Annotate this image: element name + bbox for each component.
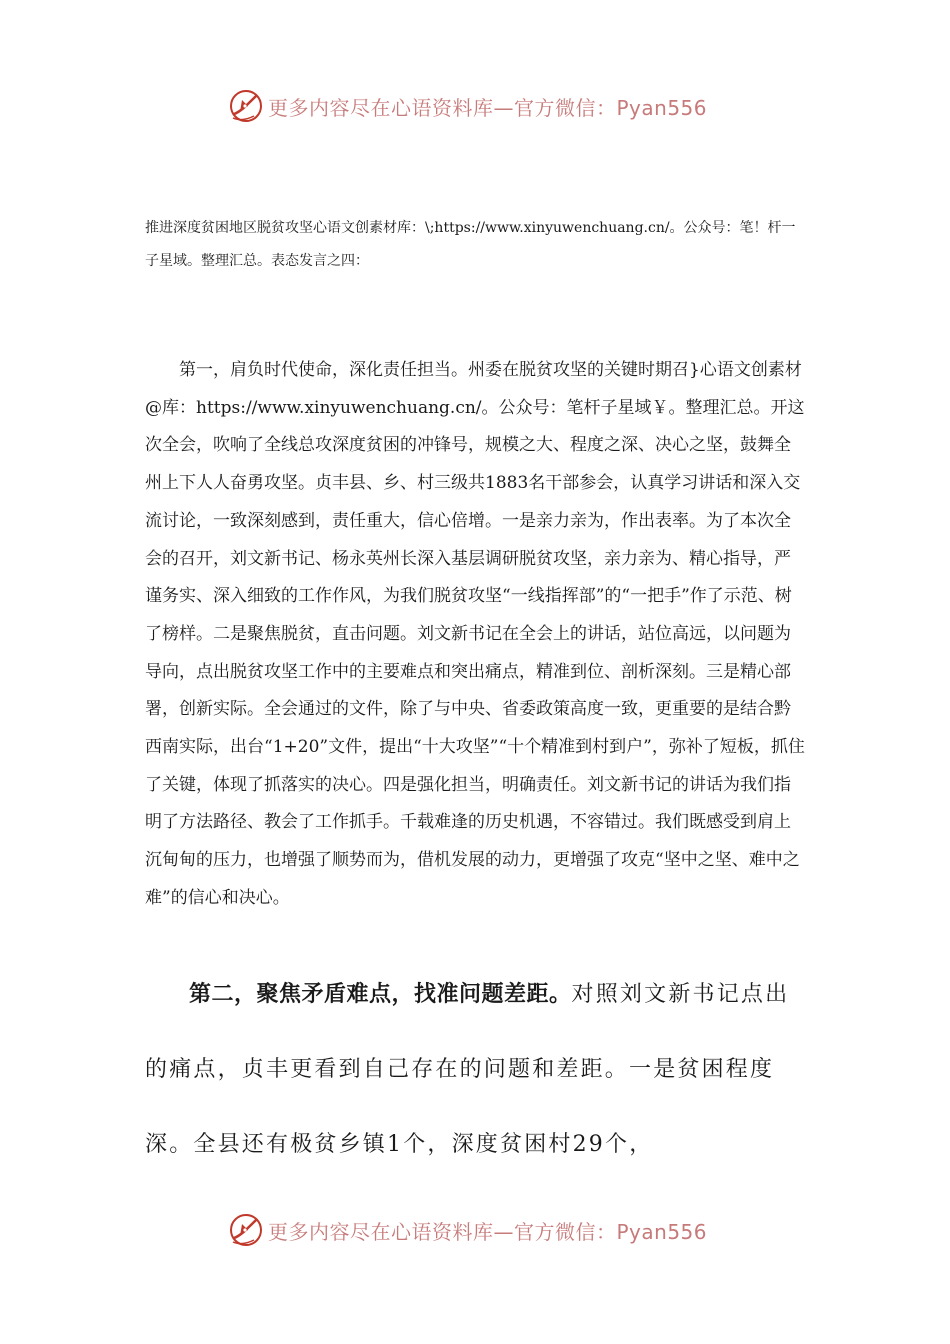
pen-nib-icon xyxy=(228,88,264,124)
paragraph-first: 第一，肩负时代使命，深化责任担当。州委在脱贫攻坚的关键时期召}心语文创素材@库：https://www.xinyuwenchuang.cn/。公众号：笔杆子星域￥。整理汇总。开这次全会，吹响了全线总攻深度贫困的冲锋号，规模之大、程度之深、决心之坚，鼓舞全州上下人人奋勇攻坚。贞丰县、乡、村三级共1883名干部参会，认真学习讲话和深入交流讨论，一致深刻感到，责任重大，信心倍增。一是亲力亲为，作出表率。为了本次全会的召开，刘文新书记、杨永英州长深入基层调研脱贫攻坚，亲力亲为、精心指导，严谨务实、深入细致的工作作风，为我们脱贫攻坚“一线指挥部”的“一把手”作了示范、树了榜样。二是聚焦脱贫，直击问题。刘文新书记在全会上的讲话，站位高远，以问题为导向，点出脱贫攻坚工作中的主要难点和突出痛点，精准到位、剖析深刻。三是精心部署，创新实际。全会通过的文件，除了与中央、省委政策高度一致，更重要的是结合黔西南实际，出台“1+20”文件，提出“十大攻坚”“十个精准到村到户”，弥补了短板，抓住了关键，体现了抓落实的决心。四是强化担当，明确责任。刘文新书记的讲话为我们指明了方法路径、教会了工作抓手。千载难逢的历史机遇，不容错过。我们既感受到肩上沉甸甸的压力，也增强了顺势而为，借机发展的动力，更增强了攻克“坚中之坚、难中之难”的信心和决心。 xyxy=(145,360,805,908)
header-watermark-banner xyxy=(228,86,707,126)
intro-line: 推进深度贫困地区脱贫攻坚心语文创素材库：\;https://www.xinyuwenchuang.cn/。公众号：笔！杆一子星域。整理汇总。表态发言之四： xyxy=(145,220,796,269)
banner-text: 更多内容尽在心语资料库—官方微信：Pyan556 xyxy=(268,1219,708,1244)
paragraph-second-heading: 第二，聚焦矛盾难点，找准问题差距。 xyxy=(189,982,572,1007)
paragraph-second xyxy=(145,957,805,1182)
pen-nib-icon xyxy=(228,1212,264,1248)
paragraph-second-body: 对照刘文新书记点出的痛点，贞丰更看到自己存在的问题和差距。一是贫困程度深。全县还有极贫乡镇1个，深度贫困村29个， xyxy=(145,982,790,1157)
footer-watermark-banner xyxy=(228,1210,707,1250)
banner-text: 更多内容尽在心语资料库—官方微信：Pyan556 xyxy=(268,95,708,120)
